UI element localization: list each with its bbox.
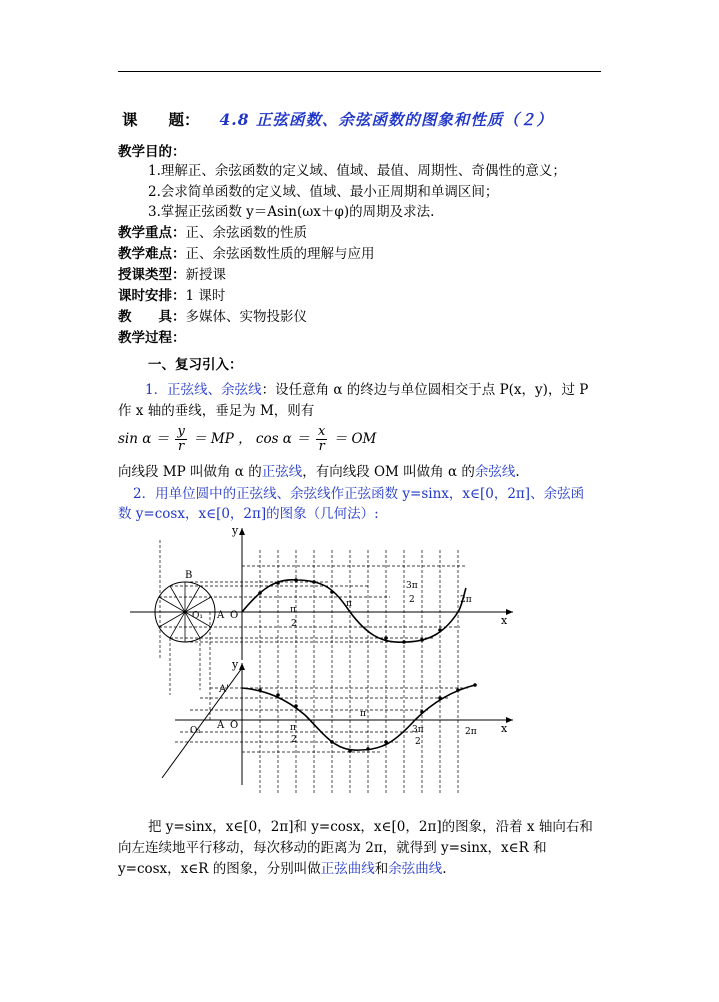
top-y-label: y xyxy=(232,524,239,537)
tools-row xyxy=(118,308,307,326)
title-text: 4.8 正弦函数、余弦函数的图象和性质（２） xyxy=(219,110,553,129)
objective-item-1: 1.理解正、余弦函数的定义域、值域、最值、周期性、奇偶性的意义； xyxy=(148,163,566,179)
objective-item-2: 2.会求简单函数的定义域、值域、最小正周期和单调区间； xyxy=(148,184,499,200)
key-point-label: 教学重点： xyxy=(118,225,186,241)
closing-line3-c: . xyxy=(442,861,447,877)
label-origin-top: O xyxy=(230,610,239,621)
top-tick-pi-half-den: 2 xyxy=(291,619,297,629)
bottom-tick-2pi: 2π xyxy=(465,727,477,737)
process-label: 教学过程： xyxy=(118,330,186,346)
sine-curve xyxy=(242,580,466,642)
bottom-panel xyxy=(162,658,513,785)
label-point-b: B xyxy=(185,570,193,581)
point1-text-c2: ，有向线段 OM 叫做角 α 的 xyxy=(302,464,475,480)
label-point-a-bottom: A xyxy=(217,720,225,731)
term-sine-curve: 正弦曲线 xyxy=(320,861,375,877)
label-origin1-top: O₁ xyxy=(192,611,203,621)
bottom-tick-pi-half-num: π xyxy=(290,723,296,733)
frac1-den: r xyxy=(178,439,185,454)
top-tick-3pi-half-num: 3π xyxy=(406,581,418,591)
top-tick-2pi: 2π xyxy=(460,595,472,605)
term-cosine-curve: 余弦曲线 xyxy=(388,861,443,877)
sine-cosine-figure xyxy=(120,520,520,795)
frac1-num: y xyxy=(177,424,185,439)
point1-line1 xyxy=(145,381,588,399)
key-point-row xyxy=(118,224,307,242)
tools-text: 多媒体、实物投影仪 xyxy=(185,309,307,325)
formula-cos-rhs: ＝ OM xyxy=(333,431,377,447)
top-x-label: x xyxy=(501,614,508,627)
objective-item-3: 3.掌握正弦函数 y＝Asin(ωx＋φ)的周期及求法. xyxy=(148,204,435,220)
formula-frac-x-r xyxy=(316,425,327,454)
bottom-tick-3pi-half-den: 2 xyxy=(415,737,421,747)
point1-text-c3: . xyxy=(515,464,520,480)
difficulty-text: 正、余弦函数性质的理解与应用 xyxy=(185,246,375,262)
closing-line1: 把 y=sinx，x∈[0，2π]和 y=cosx，x∈[0，2π]的图象，沿着 x 轴向右和 xyxy=(148,819,593,835)
formula-sin-rhs: ＝ MP ， xyxy=(193,431,252,447)
lesson-type-row xyxy=(118,266,226,284)
label-origin-bottom: O xyxy=(230,720,239,731)
objectives-label: 教学目的： xyxy=(118,144,186,160)
bottom-tick-3pi-half-num: 3π xyxy=(412,725,424,735)
point2-line1: 2．用单位圆中的正弦线、余弦线作正弦函数 y=sinx，x∈[0，2π]、余弦函 xyxy=(133,486,585,502)
key-point-text: 正、余弦函数的性质 xyxy=(185,225,307,241)
bottom-tick-pi: π xyxy=(360,709,366,719)
term-cosine-line: 余弦线 xyxy=(474,464,516,480)
frac2-num: x xyxy=(318,424,326,439)
lesson-title xyxy=(122,108,553,130)
label-point-a-prime: A' xyxy=(219,684,229,695)
difficulty-label: 教学难点： xyxy=(118,246,186,262)
closing-line3-a: y=cosx，x∈R 的图象，分别叫做 xyxy=(118,861,321,877)
tools-label: 教 具： xyxy=(118,309,186,325)
label-point-a-top: A xyxy=(217,610,225,621)
section1-heading: 一、复习引入： xyxy=(148,357,243,373)
bottom-x-label: x xyxy=(501,722,508,735)
term-sine-line: 正弦线 xyxy=(261,464,303,480)
title-label: 课 题： xyxy=(122,110,200,129)
closing-line3-b: 和 xyxy=(374,861,389,877)
formula-cos-lhs: cos α ＝ xyxy=(255,431,310,447)
top-panel xyxy=(130,524,513,795)
top-dashed-horizontals xyxy=(159,566,465,690)
point1-line2: 作 x 轴的垂线，垂足为 M，则有 xyxy=(118,403,315,419)
point1-term: 正弦线、余弦线 xyxy=(167,382,262,398)
formula-frac-y-r xyxy=(175,425,186,454)
lesson-type-text: 新授课 xyxy=(185,267,226,283)
top-dashed-verticals xyxy=(160,540,458,795)
formula-sin-lhs: sin α ＝ xyxy=(118,431,170,447)
top-tick-pi-half-num: π xyxy=(290,605,296,615)
point1-text-a: ：设任意角 α 的终边与单位圆相交于点 P(x，y)，过 P xyxy=(261,382,589,398)
schedule-text: 1 课时 xyxy=(185,288,226,304)
point2-line2: 数 y=cosx，x∈[0，2π]的图象（几何法）: xyxy=(118,506,379,522)
point1-formula xyxy=(118,424,376,456)
point1-num: 1． xyxy=(145,382,168,398)
point1-text-c1: 向线段 MP 叫做角 α 的 xyxy=(118,464,262,480)
bottom-tick-pi-half-den: 2 xyxy=(291,735,297,745)
difficulty-row xyxy=(118,245,375,263)
closing-line2: 向左连续地平行移动，每次移动的距离为 2π，就得到 y=sinx，x∈R 和 xyxy=(118,840,547,856)
point1-line3 xyxy=(118,463,520,481)
top-tick-pi: π xyxy=(346,599,352,609)
closing-line3 xyxy=(118,860,447,878)
label-origin1-bottom: O₁ xyxy=(190,726,201,736)
lesson-type-label: 授课类型： xyxy=(118,267,186,283)
frac2-den: r xyxy=(318,439,325,454)
header-rule xyxy=(118,71,601,72)
schedule-row xyxy=(118,287,225,305)
schedule-label: 课时安排： xyxy=(118,288,186,304)
bottom-y-label: y xyxy=(232,658,239,671)
top-tick-3pi-half-den: 2 xyxy=(409,595,415,605)
